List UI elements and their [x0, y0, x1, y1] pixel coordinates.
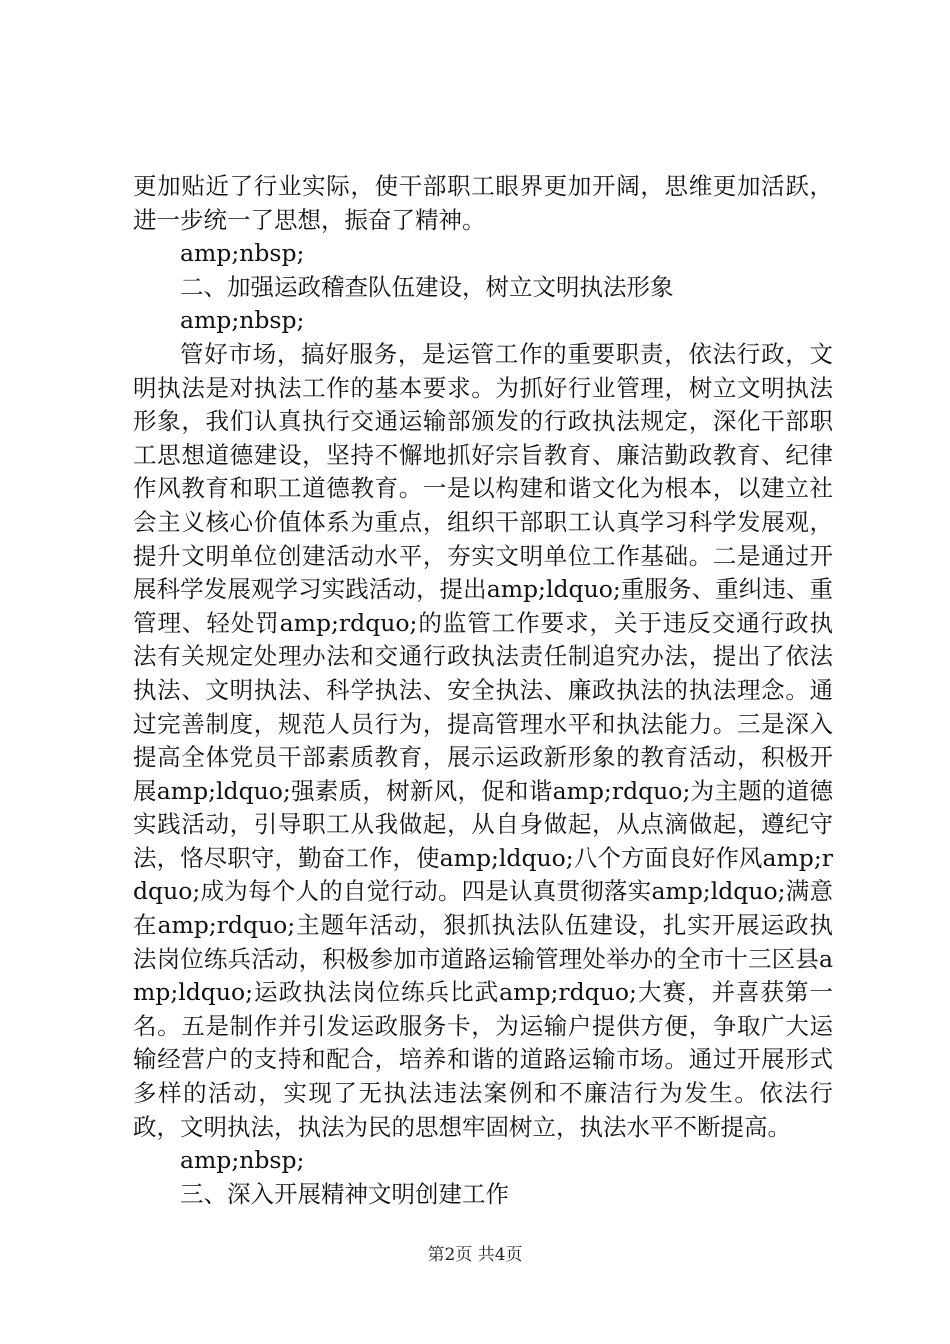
paragraph-body: 管好市场，搞好服务，是运管工作的重要职责，依法行政，文明执法是对执法工作的基本要求。为抓好行业管理，树立文明执法形象，我们认真执行交通运输部颁发的行政执法规定，深化干部职工思想道德建设，坚持不懈地抓好宗旨教育、廉洁勤政教育、纪律作风教育和职工道德教育。一是以构建和谐文化为根本，以建立社会主义核心价值体系为重点，组织干部职工认真学习科学发展观，提升文明单位创建活动水平，夯实文明单位工作基础。二是通过开展科学发展观学习实践活动，提出amp;ldquo;重服务、重纠违、重管理、轻处罚amp;rdquo;的监管工作要求，关于违反交通行政执法有关规定处理办法和交通行政执法责任制追究办法，提出了依法执法、文明执法、科学执法、安全执法、廉政执法的执法理念。通过完善制度，规范人员行为，提高管理水平和执法能力。三是深入提高全体党员干部素质教育，展示运政新形象的教育活动，积极开展amp;ldquo;强素质，树新风，促和谐amp;rdquo;为主题的道德实践活动，引导职工从我做起，从自身做起，从点滴做起，遵纪守法，恪尽职守，勤奋工作，使amp;ldquo;八个方面良好作风amp;rdquo;成为每个人的自觉行动。四是认真贯彻落实amp;ldquo;满意在amp;rdquo;主题年活动，狠抓执法队伍建设，扎实开展运政执法岗位练兵活动，积极参加市道路运输管理处举办的全市十三区县amp;ldquo;运政执法岗位练兵比武amp;rdquo;大赛，并喜获第一名。五是制作并引发运政服务卡，为运输户提供方便，争取广大运输经营户的支持和配合，培养和谐的道路运输市场。通过开展形式多样的活动，实现了无执法违法案例和不廉洁行为发生。依法行政，文明执法，执法为民的思想牢固树立，执法水平不断提高。 [133, 339, 833, 1141]
paragraph-continuation: 更加贴近了行业实际，使干部职工眼界更加开阔，思维更加活跃，进一步统一了思想，振奋了精神。 [133, 172, 833, 234]
paragraph-spacer: amp;nbsp; [180, 239, 305, 268]
section-heading-3: 三、深入开展精神文明创建工作 [180, 1179, 509, 1208]
paragraph-spacer: amp;nbsp; [180, 1146, 305, 1175]
section-heading-2: 二、加强运政稽查队伍建设，树立文明执法形象 [180, 272, 674, 301]
paragraph-spacer: amp;nbsp; [180, 306, 305, 335]
page-number-footer: 第2页 共4页 [427, 1245, 523, 1265]
document-body [133, 170, 833, 1211]
